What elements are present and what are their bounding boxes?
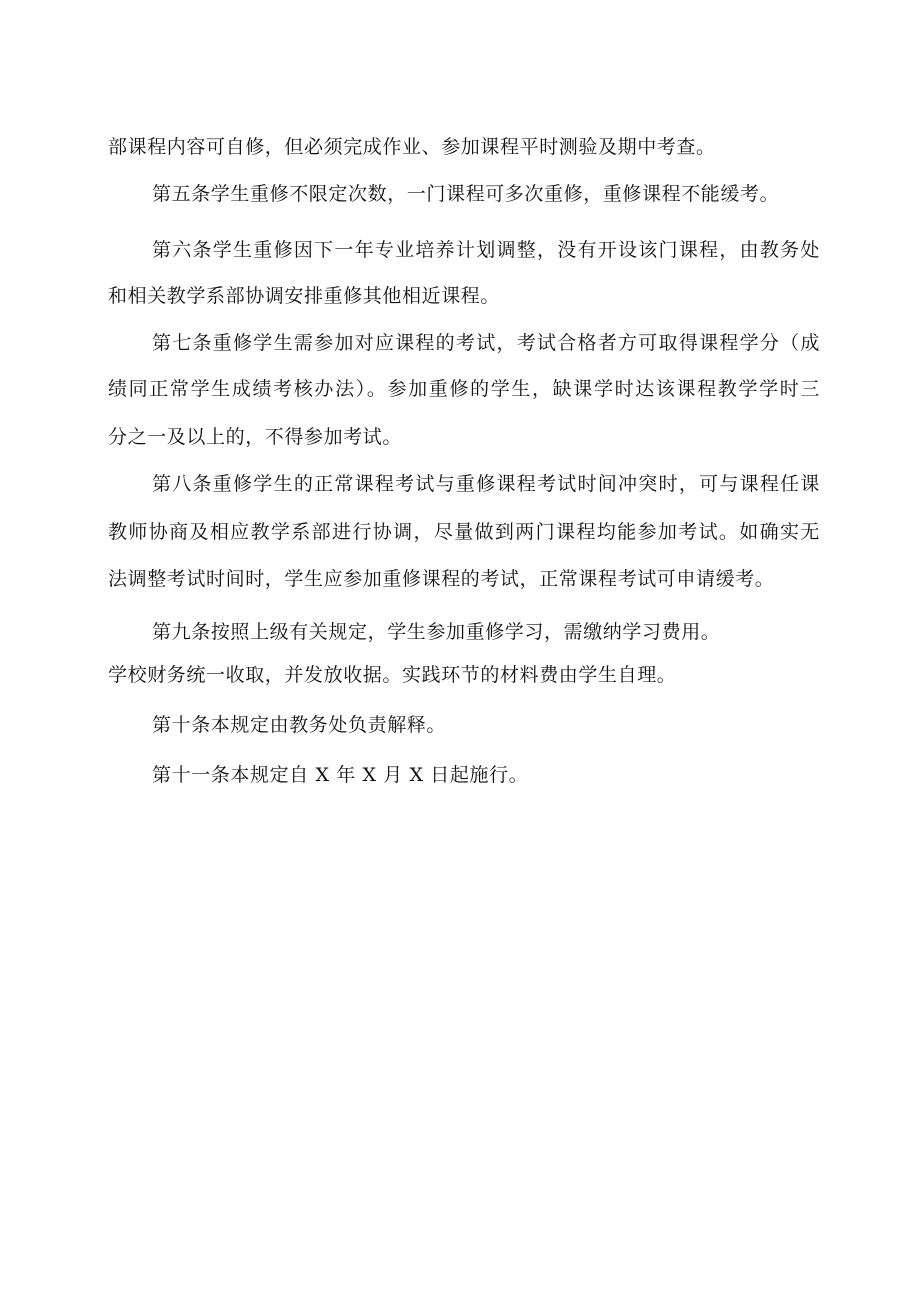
text-line: 第十一条本规定自 X 年 X 月 X 日起施行。 <box>152 764 529 786</box>
text-line: 绩同正常学生成绩考核办法）。参加重修的学生，缺课学时达该课程教学学时三 <box>108 378 820 400</box>
text-line: 第五条学生重修不限定次数，一门课程可多次重修，重修课程不能缓考。 <box>152 183 780 205</box>
text-line: 第七条重修学生需参加对应课程的考试，考试合格者方可取得课程学分（成 <box>152 332 820 354</box>
text-line: 法调整考试时间时，学生应参加重修课程的考试，正常课程考试可申请缓考。 <box>108 568 775 590</box>
text-line: 学校财务统一收取，并发放收据。实践环节的材料费由学生自理。 <box>108 664 677 686</box>
text-line: 教师协商及相应教学系部进行协调，尽量做到两门课程均能参加考试。如确实无 <box>108 521 820 543</box>
text-line: 第六条学生重修因下一年专业培养计划调整，没有开设该门课程，由教务处 <box>152 239 820 261</box>
text-line: 第十条本规定由教务处负责解释。 <box>152 714 447 736</box>
text-line: 第九条按照上级有关规定，学生参加重修学习，需缴纳学习费用。 <box>152 621 721 643</box>
text-line: 第八条重修学生的正常课程考试与重修课程考试时间冲突时，可与课程任课 <box>152 473 820 495</box>
text-line: 分之一及以上的，不得参加考试。 <box>108 426 403 448</box>
text-line: 和相关教学系部协调安排重修其他相近课程。 <box>108 285 501 307</box>
text-line: 部课程内容可自修，但必须完成作业、参加课程平时测验及期中考查。 <box>108 136 716 158</box>
